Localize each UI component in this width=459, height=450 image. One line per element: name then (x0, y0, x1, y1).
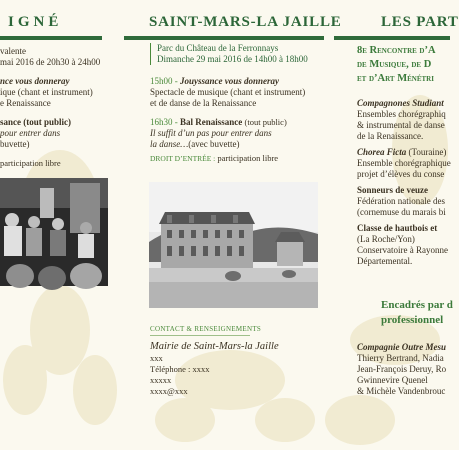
contact-rule (150, 335, 250, 336)
venue-name: Parc du Château de la Ferronnays (157, 43, 279, 53)
event-2-time: 16h30 - (150, 117, 178, 127)
participant-2-place: (Touraine) (408, 147, 447, 157)
left-line: valente (0, 46, 26, 56)
entry-fee (150, 153, 322, 164)
contact-heading: CONTACT & RENSEIGNEMENTS (150, 325, 262, 333)
performance-photo (0, 178, 108, 286)
event-1-desc: et de danse de la Renaissance (150, 98, 257, 108)
event-2-buvette: (avec buvette) (188, 139, 240, 149)
left-line (0, 109, 110, 117)
chateau-photo (149, 182, 318, 308)
participant-2-name: Chorea Ficta (357, 147, 407, 157)
rencontre-heading (357, 44, 450, 86)
contact-phone: Téléphone : xxxx (150, 364, 210, 374)
encadres-line: Encadrés par d (381, 299, 453, 311)
event-2 (150, 117, 322, 150)
compagnie-members: & Michèle Vandenbrouc (357, 386, 446, 396)
left-line: sance (tout public) (0, 117, 72, 127)
venue-block (150, 43, 308, 65)
left-title-rule (0, 36, 102, 40)
venue-date: Dimanche 29 mai 2016 de 14h00 à 18h00 (157, 54, 308, 64)
participant-4-name: Classe de hautbois et (357, 223, 438, 233)
participant-1-name: Compagnones Studiant (357, 98, 444, 108)
entry-fee-value: participation libre (217, 153, 279, 163)
participant-3-line: (cornemuse du marais bi (357, 207, 446, 217)
compagnie-name: Compagnie Outre Mesu (357, 342, 447, 352)
event-2-desc: la danse… (150, 139, 189, 149)
participant-2-line: Ensemble chorégraphique (357, 158, 451, 168)
participant-4-line: (La Roche/Yon) (357, 234, 415, 244)
participant-3-name: Sonneurs de veuze (357, 185, 429, 195)
left-column-title: IGNÉ (8, 14, 63, 30)
encadres-heading (381, 298, 453, 328)
participant-1-line: Ensembles chorégraphiq (357, 109, 446, 119)
participant-3-line: Fédération nationale des (357, 196, 445, 206)
participants-list (357, 98, 450, 267)
left-line: e Renaissance (0, 98, 51, 108)
compagnie-block (357, 342, 450, 397)
event-1 (150, 76, 322, 109)
compagnie-members: Thierry Bertrand, Nadia (357, 353, 444, 363)
left-line: mai 2016 de 20h30 à 24h00 (0, 57, 101, 67)
left-line: buvette) (0, 139, 30, 149)
left-line (0, 68, 110, 76)
participant-2-line: projet d’élèves du conse (357, 169, 445, 179)
participant-4-line: Départemental. (357, 256, 413, 266)
participant-1-line: de la Renaissance. (357, 131, 424, 141)
left-line: ique (chant et instrument) (0, 87, 93, 97)
compagnie-members: Gwinnevire Quenel (357, 375, 428, 385)
rencontre-line: 8e Rencontre d’A (357, 45, 436, 56)
middle-column-title: SAINT-MARS-LA JAILLE (149, 14, 342, 30)
event-1-desc: Spectacle de musique (chant et instrument) (150, 87, 306, 97)
rencontre-line: et d’Art Ménétri (357, 73, 434, 84)
contact-line: xxxxx (150, 375, 172, 385)
participant-4-line: Conservatoire à Rayonne (357, 245, 448, 255)
event-1-title: Jouyssance vous donneray (180, 76, 280, 86)
event-2-public: (tout public) (244, 117, 287, 127)
left-line: nce vous donneray (0, 76, 70, 86)
contact-email: xxxx@xxx (150, 386, 188, 396)
rencontre-line: de Musique, de D (357, 59, 432, 70)
participant-1-line: & instrumental de danse (357, 120, 445, 130)
left-line: pour entrer dans (0, 128, 61, 138)
event-2-desc: Il suffit d’un pas pour entrer dans (150, 128, 272, 138)
middle-title-rule (124, 36, 324, 40)
contact-line: xxx (150, 353, 163, 363)
event-1-time: 15h00 - (150, 76, 178, 86)
contact-organization: Mairie de Saint-Mars-la Jaille (150, 341, 279, 352)
left-column-text (0, 46, 110, 169)
left-line: participation libre (0, 158, 61, 168)
right-column-title: LES PART (381, 14, 459, 30)
right-title-rule (334, 36, 450, 40)
event-2-title: Bal Renaissance (180, 117, 243, 127)
left-line (0, 150, 110, 158)
contact-block (150, 324, 322, 397)
entry-fee-label: DROIT D’ENTRÉE : (150, 154, 216, 163)
encadres-line: professionnel (381, 314, 444, 326)
compagnie-members: Jean-François Deruy, Ro (357, 364, 447, 374)
